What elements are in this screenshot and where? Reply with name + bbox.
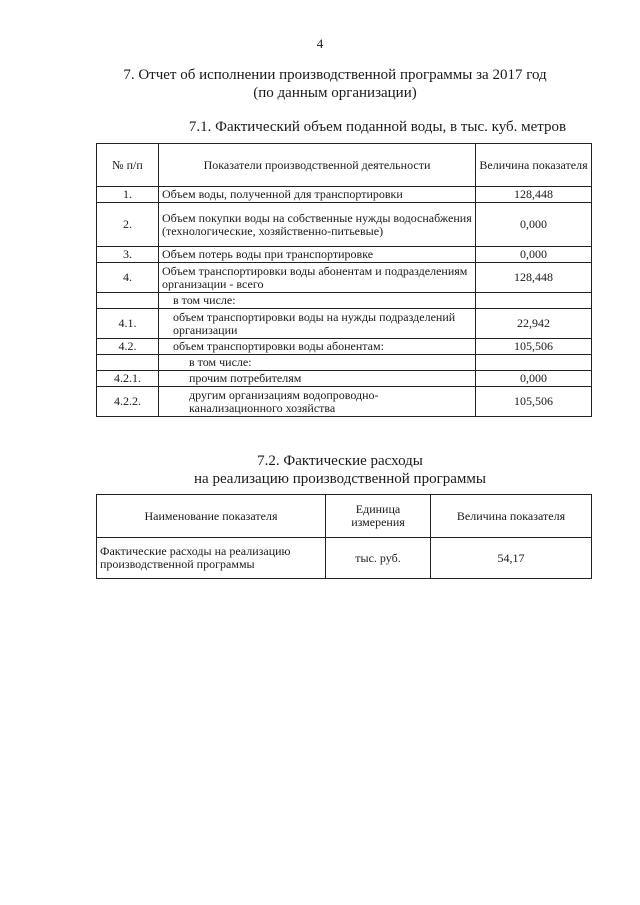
row-name: в том числе: — [159, 293, 476, 309]
header-indicator: Показатели производственной деятельности — [159, 144, 476, 187]
row-number — [97, 293, 159, 309]
table-row — [97, 538, 592, 579]
row-number — [97, 355, 159, 371]
section-7-2-heading — [0, 452, 640, 488]
section-7-1-heading: 7.1. Фактический объем поданной воды, в тыс. куб. метров — [188, 119, 567, 135]
row-value: 128,448 — [476, 263, 592, 293]
row-name: Объем транспортировки воды абонентам и подразделениям организации - всего — [159, 263, 476, 293]
row-value: 22,942 — [476, 309, 592, 339]
row-number: 2. — [97, 203, 159, 247]
row-unit: тыс. руб. — [326, 538, 431, 579]
row-number: 3. — [97, 247, 159, 263]
section-7-2-title: 7.2. Фактические расходы — [257, 453, 423, 469]
table-row — [97, 309, 592, 339]
row-name: Объем потерь воды при транспортировке — [159, 247, 476, 263]
row-number: 4.1. — [97, 309, 159, 339]
row-name: Объем покупки воды на собственные нужды водоснабжения (технологические, хозяйственно-питьевые) — [159, 203, 476, 247]
row-name: другим организациям водопроводно-канализационного хозяйства — [159, 387, 476, 417]
row-value: 0,000 — [476, 247, 592, 263]
row-value: 105,506 — [476, 339, 592, 355]
table-row — [97, 387, 592, 417]
table-header-row — [97, 495, 592, 538]
table-row — [97, 339, 592, 355]
row-value: 105,506 — [476, 387, 592, 417]
row-number: 4. — [97, 263, 159, 293]
expenses-table — [96, 494, 592, 579]
page-number: 4 — [316, 36, 324, 51]
row-name: Объем воды, полученной для транспортировки — [159, 187, 476, 203]
section-7-title: 7. Отчет об исполнении производственной программы за 2017 год — [123, 67, 547, 83]
table-row — [97, 263, 592, 293]
row-name: прочим потребителям — [159, 371, 476, 387]
row-value: 54,17 — [431, 538, 592, 579]
row-value — [476, 355, 592, 371]
row-name: Фактические расходы на реализацию производственной программы — [97, 538, 326, 579]
row-number: 1. — [97, 187, 159, 203]
row-value: 0,000 — [476, 371, 592, 387]
table-row — [97, 187, 592, 203]
row-value — [476, 293, 592, 309]
table-row — [97, 371, 592, 387]
row-value: 128,448 — [476, 187, 592, 203]
section-7-2-subtitle: на реализацию производственной программы — [194, 471, 486, 487]
row-name: объем транспортировки воды на нужды подразделений организации — [159, 309, 476, 339]
row-number: 4.2. — [97, 339, 159, 355]
row-number: 4.2.2. — [97, 387, 159, 417]
table-row — [97, 203, 592, 247]
table-row — [97, 355, 592, 371]
section-7-heading — [0, 66, 640, 102]
row-name: в том числе: — [159, 355, 476, 371]
section-7-subtitle: (по данным организации) — [253, 85, 417, 101]
table-header-row — [97, 144, 592, 187]
header-value: Величина показателя — [476, 144, 592, 187]
table-row — [97, 247, 592, 263]
header-number: № п/п — [97, 144, 159, 187]
row-name: объем транспортировки воды абонентам: — [159, 339, 476, 355]
header-unit: Единица измерения — [326, 495, 431, 538]
water-volume-table — [96, 143, 592, 417]
table-row — [97, 293, 592, 309]
row-number: 4.2.1. — [97, 371, 159, 387]
header-value: Величина показателя — [431, 495, 592, 538]
row-value: 0,000 — [476, 203, 592, 247]
header-indicator-name: Наименование показателя — [97, 495, 326, 538]
